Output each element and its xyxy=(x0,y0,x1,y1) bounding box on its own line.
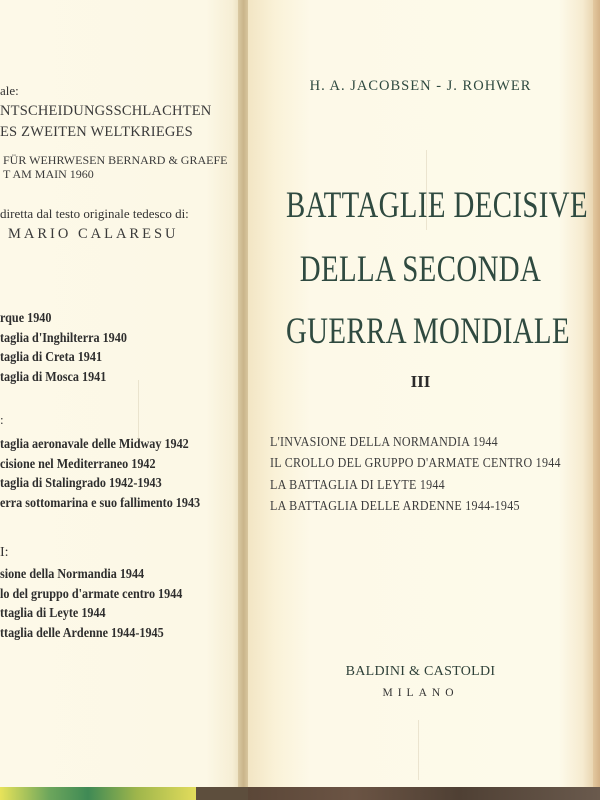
volume-number: III xyxy=(410,372,431,391)
list-item: ttaglia di Leyte 1944 xyxy=(0,605,106,620)
left-page xyxy=(0,0,242,787)
list-item: taglia di Stalingrado 1942-1943 xyxy=(0,475,162,490)
original-publisher-line: T AM MAIN 1960 xyxy=(3,167,94,181)
list-item: sione della Normandia 1944 xyxy=(0,566,145,581)
publisher: BALDINI & CASTOLDI xyxy=(345,664,496,679)
list-item: taglia di Mosca 1941 xyxy=(0,368,107,384)
original-title xyxy=(0,101,211,143)
list-item: rque 1940 xyxy=(0,310,52,325)
contents-item: LA BATTAGLIA DI LEYTE 1944 xyxy=(270,477,445,493)
list-item: erra sottomarina e suo fallimento 1943 xyxy=(0,494,201,510)
volume-1-contents xyxy=(0,308,127,386)
title-line-3: GUERRA MONDIALE xyxy=(285,311,570,352)
title-line-2: DELLA SECONDA xyxy=(299,249,542,290)
translation-note: diretta dal testo originale tedesco di: xyxy=(0,206,189,221)
list-item: cisione nel Mediterraneo 1942 xyxy=(0,455,156,471)
contents-item: LA BATTAGLIA DELLE ARDENNE 1944-1945 xyxy=(270,498,520,514)
original-publisher xyxy=(3,153,227,181)
volume-contents xyxy=(270,432,561,517)
translator-name: MARIO CALARESU xyxy=(8,226,179,242)
book-cover-edge xyxy=(0,787,196,800)
original-title-line: ES ZWEITEN WELTKRIEGES xyxy=(0,124,193,140)
contents-item: IL CROLLO DEL GRUPPO D'ARMATE CENTRO 1944 xyxy=(270,456,561,472)
list-item: ttaglia delle Ardenne 1944-1945 xyxy=(0,624,164,640)
list-item: taglia di Creta 1941 xyxy=(0,349,103,364)
original-publisher-line: FÜR WEHRWESEN BERNARD & GRAEFE xyxy=(3,153,228,167)
paper-crease xyxy=(138,380,139,440)
volume-2-label: : xyxy=(0,412,4,427)
book-cover-edge xyxy=(248,787,600,800)
publisher-city: MILANO xyxy=(382,687,459,699)
list-item: lo del gruppo d'armate centro 1944 xyxy=(0,585,183,601)
original-title-line: NTSCHEIDUNGSSCHLACHTEN xyxy=(0,103,212,119)
book-cover-edge xyxy=(196,787,248,800)
list-item: taglia aeronavale delle Midway 1942 xyxy=(0,436,189,451)
volume-3-contents xyxy=(0,564,182,642)
paper-crease xyxy=(418,720,419,780)
volume-3-label: I: xyxy=(0,545,9,560)
list-item: taglia d'Inghilterra 1940 xyxy=(0,329,127,345)
original-title-label: ale: xyxy=(0,83,19,98)
page-edge xyxy=(593,0,600,787)
volume-2-contents xyxy=(0,434,200,512)
contents-item: L'INVASIONE DELLA NORMANDIA 1944 xyxy=(270,435,498,450)
title-line-1: BATTAGLIE DECISIVE xyxy=(285,185,589,226)
authors: H. A. JACOBSEN - J. ROHWER xyxy=(309,78,532,94)
